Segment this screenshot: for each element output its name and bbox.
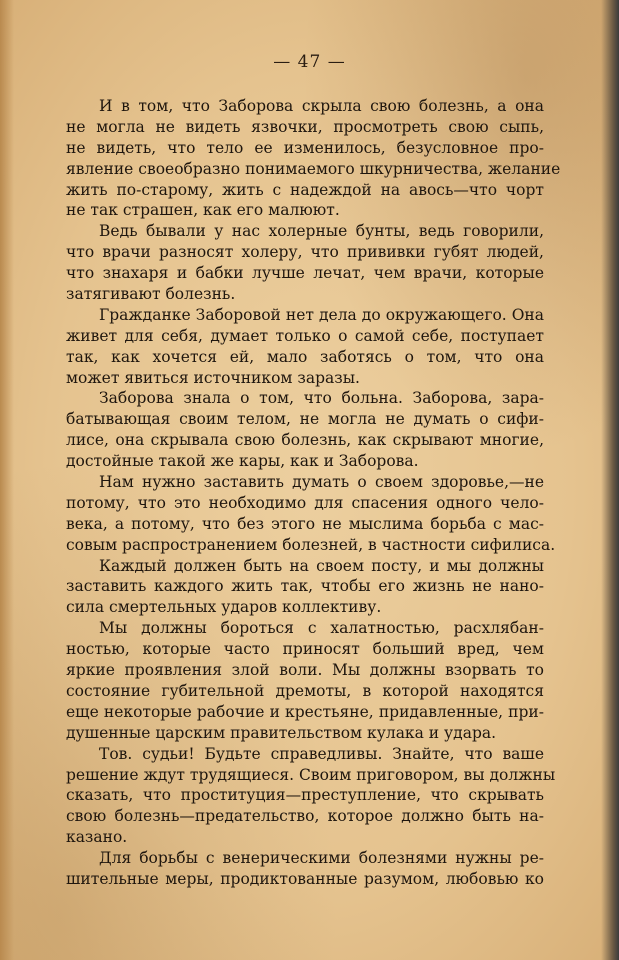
text-line: затягивают болезнь.	[66, 285, 236, 304]
text-line: еще некоторые рабочие и крестьяне, придавленные, при-	[66, 702, 544, 721]
text-line: не видеть, что тело ее изменилось, безусловное про-	[66, 138, 544, 157]
text-line: сказать, что проституция—преступление, что скрывать	[66, 786, 544, 805]
text-line: Тов. судьи! Будьте справедливы. Знайте, что ваше	[99, 744, 544, 763]
text-line: достойные такой же кары, как и Заборова.	[66, 452, 419, 471]
text-line: шительные меры, продиктованные разумом, любовью ко	[66, 869, 544, 888]
text-line: явление своеобразно понимаемого шкурничества, желание	[66, 159, 561, 178]
text-line: душенные царским правительством кулака и удара.	[66, 723, 497, 742]
text-line: что знахаря и бабки лучше лечат, чем врачи, которые	[66, 264, 544, 283]
text-line: не так страшен, как его малюют.	[66, 201, 340, 220]
text-line: лисе, она скрывала свою болезнь, как скрывают многие,	[66, 431, 544, 450]
text-line: потому, что это необходимо для спасения одного чело-	[66, 493, 544, 512]
body-text	[66, 96, 561, 890]
text-line: не могла не видеть язвочки, просмотреть свою сыпь,	[66, 117, 544, 136]
text-line: живет для себя, думает только о самой себе, поступает	[66, 326, 544, 345]
text-line: Ведь бывали у нас холерные бунты, ведь говорили,	[99, 222, 544, 241]
text-line: жить по-старому, жить с надеждой на авось—что чорт	[66, 180, 544, 199]
page-left-edge-shadow	[0, 0, 14, 960]
text-line: сила смертельных ударов коллективу.	[66, 598, 382, 617]
text-line: Каждый должен быть на своем посту, и мы должны	[99, 556, 544, 575]
text-line: состояние губительной дремоты, в которой находятся	[66, 681, 544, 700]
text-line: свою болезнь—предательство, которое должно быть на-	[66, 807, 544, 826]
text-line: ностью, которые часто приносят больший вред, чем	[66, 640, 544, 659]
text-line: века, а потому, что без этого не мыслима борьба с мас-	[66, 514, 544, 533]
text-line: яркие проявления злой воли. Мы должны взорвать то	[66, 661, 544, 680]
text-line: Нам нужно заставить думать о своем здоровье,—не	[99, 473, 544, 492]
text-line: Мы должны бороться с халатностью, расхлябан-	[99, 619, 544, 638]
text-line: решение ждут трудящиеся. Своим приговором, вы должны	[66, 765, 556, 784]
text-line: батывающая своим телом, не могла не думать о сифи-	[66, 410, 544, 429]
text-line: И в том, что Заборова скрыла свою болезнь, а она	[99, 97, 544, 115]
text-line: Гражданке Заборовой нет дела до окружающего. Она	[99, 305, 544, 324]
text-line: может явиться источником заразы.	[66, 368, 360, 387]
text-line: что врачи разносят холеру, что прививки губят людей,	[66, 243, 544, 262]
text-line: Заборова знала о том, что больна. Заборова, зара-	[99, 389, 544, 408]
text-line: так, как хочется ей, мало заботясь о том, что она	[66, 347, 544, 366]
page-number: — 47 —	[273, 52, 346, 72]
text-line: заставить каждого жить так, чтобы его жизнь не нано-	[66, 577, 544, 596]
page-right-edge-shadow	[601, 0, 619, 960]
text-line: казано.	[66, 828, 128, 847]
text-line: Для борьбы с венерическими болезнями нужны ре-	[99, 849, 544, 868]
text-line: совым распространением болезней, в частности сифилиса.	[66, 535, 556, 554]
